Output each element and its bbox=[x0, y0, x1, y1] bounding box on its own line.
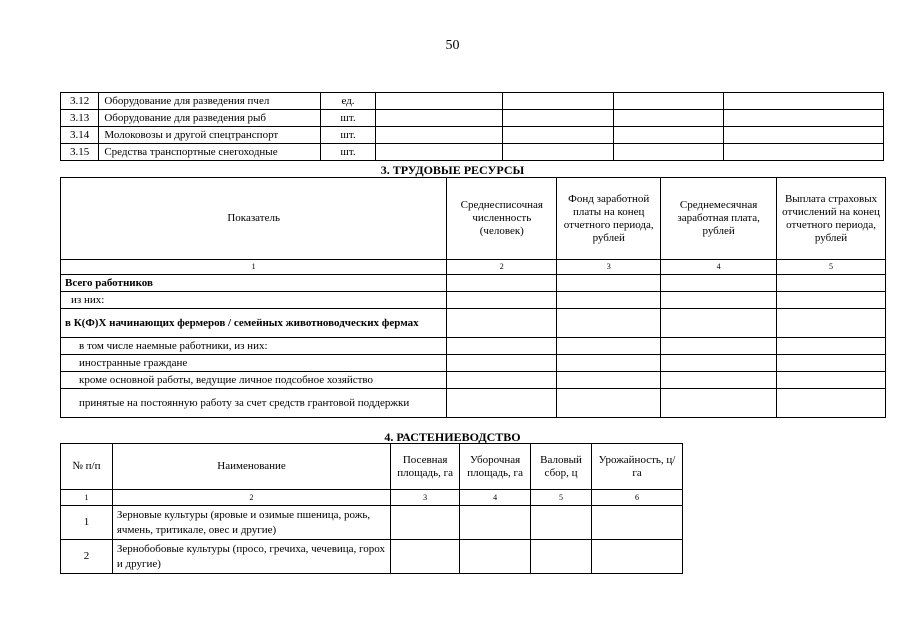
empty-cell[interactable] bbox=[376, 127, 502, 144]
table-row bbox=[61, 338, 886, 355]
col-number: 1 bbox=[61, 490, 113, 506]
row-label: из них: bbox=[61, 292, 447, 309]
row-number: 2 bbox=[61, 540, 113, 574]
empty-cell[interactable] bbox=[531, 506, 592, 540]
crop-production-table bbox=[60, 443, 683, 574]
row-name: Зернобобовые культуры (просо, гречиха, чечевица, горох и другие) bbox=[112, 540, 390, 574]
empty-cell[interactable] bbox=[613, 110, 724, 127]
col-number: 6 bbox=[592, 490, 683, 506]
empty-cell[interactable] bbox=[724, 127, 884, 144]
row-label: иностранные граждане bbox=[61, 355, 447, 372]
empty-cell[interactable] bbox=[777, 389, 886, 418]
empty-cell[interactable] bbox=[592, 540, 683, 574]
labor-resources-table bbox=[60, 177, 886, 418]
col-number: 4 bbox=[460, 490, 531, 506]
col-number: 5 bbox=[531, 490, 592, 506]
empty-cell[interactable] bbox=[777, 292, 886, 309]
empty-cell[interactable] bbox=[447, 309, 557, 338]
header-row bbox=[61, 178, 886, 260]
empty-cell[interactable] bbox=[661, 292, 777, 309]
page-number: 50 bbox=[445, 38, 460, 53]
empty-cell[interactable] bbox=[376, 144, 502, 161]
header-gross-yield: Валовый сбор, ц bbox=[531, 444, 592, 490]
table-row bbox=[61, 389, 886, 418]
row-label: в К(Ф)Х начинающих фермеров / семейных животноводческих фермах bbox=[61, 309, 447, 338]
header-payroll-fund: Фонд заработной платы на конец отчетного периода, рублей bbox=[557, 178, 661, 260]
empty-cell[interactable] bbox=[557, 292, 661, 309]
empty-cell[interactable] bbox=[613, 144, 724, 161]
empty-cell[interactable] bbox=[661, 355, 777, 372]
empty-cell[interactable] bbox=[376, 110, 502, 127]
row-number: 1 bbox=[61, 506, 113, 540]
empty-cell[interactable] bbox=[557, 309, 661, 338]
empty-cell[interactable] bbox=[460, 540, 531, 574]
table-row bbox=[61, 275, 886, 292]
row-number: 3.14 bbox=[61, 127, 99, 144]
header-headcount: Среднесписочная численность (человек) bbox=[447, 178, 557, 260]
column-number-row bbox=[61, 490, 683, 506]
header-indicator: Показатель bbox=[61, 178, 447, 260]
col-number: 2 bbox=[112, 490, 390, 506]
row-unit: шт. bbox=[320, 144, 376, 161]
header-insurance: Выплата страховых отчислений на конец отчетного периода, рублей bbox=[777, 178, 886, 260]
header-avg-salary: Среднемесячная заработная плата, рублей bbox=[661, 178, 777, 260]
empty-cell[interactable] bbox=[391, 506, 460, 540]
empty-cell[interactable] bbox=[661, 275, 777, 292]
row-number: 3.15 bbox=[61, 144, 99, 161]
empty-cell[interactable] bbox=[557, 275, 661, 292]
row-name: Средства транспортные снегоходные bbox=[99, 144, 320, 161]
header-name: Наименование bbox=[112, 444, 390, 490]
header-yield-rate: Урожайность, ц/га bbox=[592, 444, 683, 490]
header-row bbox=[61, 444, 683, 490]
empty-cell[interactable] bbox=[557, 389, 661, 418]
header-harvested-area: Уборочная площадь, га bbox=[460, 444, 531, 490]
row-name: Оборудование для разведения пчел bbox=[99, 93, 320, 110]
row-unit: шт. bbox=[320, 110, 376, 127]
empty-cell[interactable] bbox=[447, 355, 557, 372]
table-row bbox=[61, 309, 886, 338]
header-number: № п/п bbox=[61, 444, 113, 490]
empty-cell[interactable] bbox=[531, 540, 592, 574]
col-number: 2 bbox=[447, 260, 557, 275]
table-row bbox=[61, 540, 683, 574]
empty-cell[interactable] bbox=[376, 93, 502, 110]
empty-cell[interactable] bbox=[661, 389, 777, 418]
table-row bbox=[61, 506, 683, 540]
header-sown-area: Посевная площадь, га bbox=[391, 444, 460, 490]
empty-cell[interactable] bbox=[557, 355, 661, 372]
row-name: Молоковозы и другой спецтранспорт bbox=[99, 127, 320, 144]
table-row bbox=[61, 144, 884, 161]
table-row bbox=[61, 93, 884, 110]
empty-cell[interactable] bbox=[777, 355, 886, 372]
empty-cell[interactable] bbox=[777, 309, 886, 338]
empty-cell[interactable] bbox=[777, 372, 886, 389]
empty-cell[interactable] bbox=[613, 127, 724, 144]
empty-cell[interactable] bbox=[502, 110, 613, 127]
table-row bbox=[61, 355, 886, 372]
row-number: 3.12 bbox=[61, 93, 99, 110]
table-row bbox=[61, 110, 884, 127]
col-number: 5 bbox=[777, 260, 886, 275]
empty-cell[interactable] bbox=[777, 338, 886, 355]
empty-cell[interactable] bbox=[724, 144, 884, 161]
row-unit: шт. bbox=[320, 127, 376, 144]
col-number: 1 bbox=[61, 260, 447, 275]
empty-cell[interactable] bbox=[460, 506, 531, 540]
section4-title: 4. РАСТЕНИЕВОДСТВО bbox=[384, 430, 521, 444]
empty-cell[interactable] bbox=[447, 338, 557, 355]
empty-cell[interactable] bbox=[502, 144, 613, 161]
empty-cell[interactable] bbox=[724, 110, 884, 127]
row-name: Зерновые культуры (яровые и озимые пшеница, рожь, ячмень, тритикале, овес и другие) bbox=[112, 506, 390, 540]
empty-cell[interactable] bbox=[661, 372, 777, 389]
empty-cell[interactable] bbox=[777, 275, 886, 292]
row-label: Всего работников bbox=[61, 275, 447, 292]
column-number-row bbox=[61, 260, 886, 275]
row-unit: ед. bbox=[320, 93, 376, 110]
empty-cell[interactable] bbox=[502, 93, 613, 110]
empty-cell[interactable] bbox=[447, 292, 557, 309]
empty-cell[interactable] bbox=[447, 275, 557, 292]
row-label: в том числе наемные работники, из них: bbox=[61, 338, 447, 355]
empty-cell[interactable] bbox=[447, 389, 557, 418]
empty-cell[interactable] bbox=[613, 93, 724, 110]
empty-cell[interactable] bbox=[661, 309, 777, 338]
row-label: принятые на постоянную работу за счет средств грантовой поддержки bbox=[61, 389, 447, 418]
row-name: Оборудование для разведения рыб bbox=[99, 110, 320, 127]
col-number: 4 bbox=[661, 260, 777, 275]
empty-cell[interactable] bbox=[391, 540, 460, 574]
empty-cell[interactable] bbox=[724, 93, 884, 110]
empty-cell[interactable] bbox=[447, 372, 557, 389]
col-number: 3 bbox=[391, 490, 460, 506]
empty-cell[interactable] bbox=[557, 372, 661, 389]
empty-cell[interactable] bbox=[661, 338, 777, 355]
equipment-table bbox=[60, 92, 884, 161]
table-row bbox=[61, 127, 884, 144]
empty-cell[interactable] bbox=[502, 127, 613, 144]
empty-cell[interactable] bbox=[592, 506, 683, 540]
table-row bbox=[61, 292, 886, 309]
col-number: 3 bbox=[557, 260, 661, 275]
empty-cell[interactable] bbox=[557, 338, 661, 355]
row-label: кроме основной работы, ведущие личное подсобное хозяйство bbox=[61, 372, 447, 389]
section3-title: 3. ТРУДОВЫЕ РЕСУРСЫ bbox=[380, 163, 525, 177]
row-number: 3.13 bbox=[61, 110, 99, 127]
table-row bbox=[61, 372, 886, 389]
